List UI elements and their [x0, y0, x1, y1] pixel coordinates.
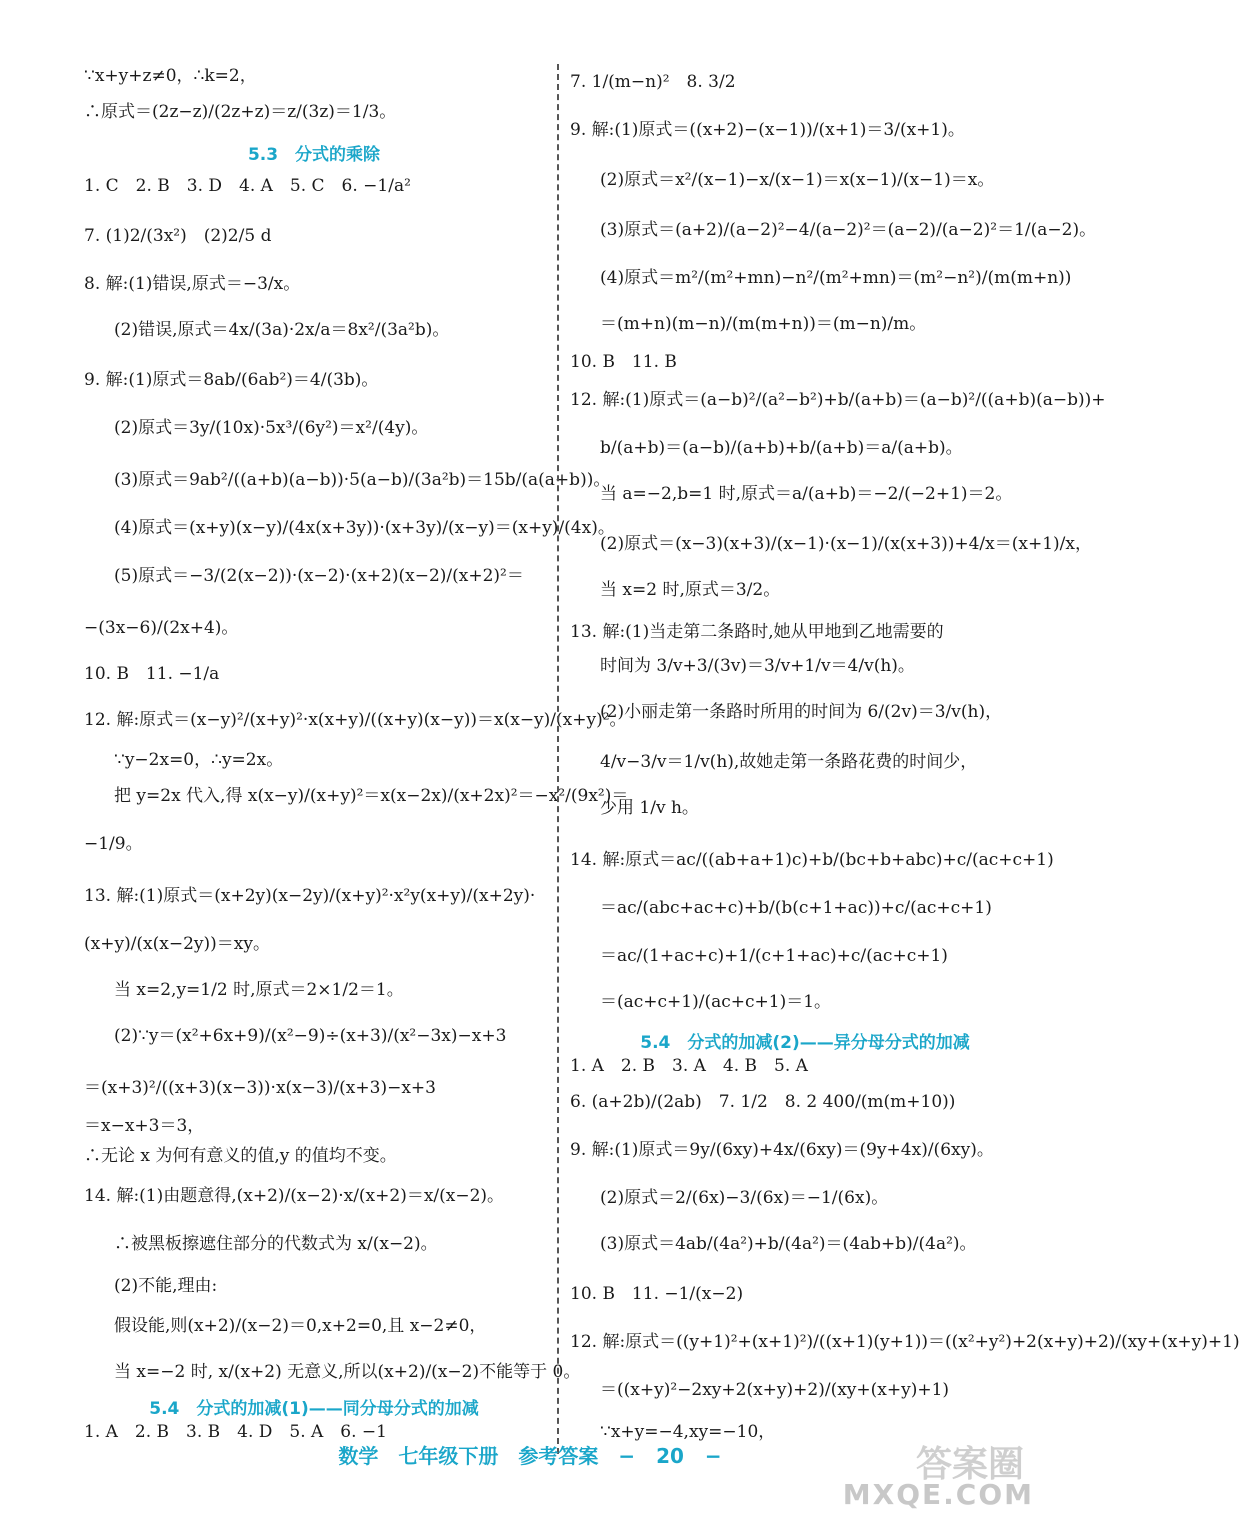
answer-line: (2)原式＝(x−3)(x+3)/(x−1)·(x−1)/(x(x+3))+4/x＝(x+1)/x， — [600, 534, 1092, 554]
answer-line: 10. B 11. −1/a — [84, 664, 220, 684]
answer-line: (2)原式＝x²/(x−1)−x/(x−1)＝x(x−1)/(x−1)＝x。 — [600, 170, 995, 190]
answer-line: (x+y)/(x(x−2y))＝xy。 — [84, 934, 270, 954]
answer-line: (4)原式＝(x+y)(x−y)/(4x(x+3y))·(x+3y)/(x−y)＝(x+y)/(4x)。 — [114, 518, 615, 538]
answer-line: ＝x−x+3＝3， — [84, 1116, 205, 1136]
answer-line: 9. 解:(1)原式＝9y/(6xy)+4x/(6xy)＝(9y+4x)/(6xy)。 — [570, 1140, 994, 1160]
answer-line: ∵x+y=−4,xy=−10， — [600, 1422, 776, 1442]
answer-line: (2)原式＝2/(6x)−3/(6x)＝−1/(6x)。 — [600, 1188, 889, 1208]
answer-line: ＝(m+n)(m−n)/(m(m+n))＝(m−n)/m。 — [600, 314, 927, 334]
answer-line: −(3x−6)/(2x+4)。 — [84, 618, 239, 638]
answer-line: 1. A 2. B 3. B 4. D 5. A 6. −1 — [84, 1422, 387, 1442]
answer-line: 14. 解:(1)由题意得,(x+2)/(x−2)·x/(x+2)＝x/(x−2)。 — [84, 1186, 505, 1206]
answer-line: 10. B 11. −1/(x−2) — [570, 1284, 744, 1304]
answer-line: ＝(x+3)²/((x+3)(x−3))·x(x−3)/(x+3)−x+3 — [84, 1078, 436, 1098]
answer-line: 13. 解:(1)当走第二条路时,她从甲地到乙地需要的 — [570, 622, 944, 642]
answer-line: 13. 解:(1)原式＝(x+2y)(x−2y)/(x+y)²·x²y(x+y)/(x+2y)· — [84, 886, 536, 906]
answer-line: 8. 解:(1)错误,原式＝−3/x。 — [84, 274, 301, 294]
answer-line: 时间为 3/v+3/(3v)＝3/v+1/v＝4/v(h)。 — [600, 656, 915, 676]
answer-line: ∴被黑板擦遮住部分的代数式为 x/(x−2)。 — [114, 1234, 438, 1254]
answer-line: ＝((x+y)²−2xy+2(x+y)+2)/(xy+(x+y)+1) — [600, 1380, 950, 1400]
column-divider — [557, 64, 559, 1454]
answer-line: ∴原式＝(2z−z)/(2z+z)＝z/(3z)＝1/3。 — [84, 102, 397, 122]
answer-line: 当 x=2 时,原式＝3/2。 — [600, 580, 781, 600]
answer-line: 当 a=−2,b=1 时,原式＝a/(a+b)＝−2/(−2+1)＝2。 — [600, 484, 1013, 504]
answer-line: 14. 解:原式＝ac/((ab+a+1)c)+b/(bc+b+abc)+c/(ac+c+1) — [570, 850, 1054, 870]
answer-line: 假设能,则(x+2)/(x−2)＝0,x+2=0,且 x−2≠0， — [114, 1316, 487, 1336]
answer-line: 12. 解:(1)原式＝(a−b)²/(a²−b²)+b/(a+b)＝(a−b)²/((a+b)(a−b))+ — [570, 390, 1106, 410]
answer-line: (2)小丽走第一条路时所用的时间为 6/(2v)＝3/v(h)， — [600, 702, 1003, 722]
answer-line: 7. 1/(m−n)² 8. 3/2 — [570, 72, 736, 92]
answer-line: 6. (a+2b)/(2ab) 7. 1/2 8. 2 400/(m(m+10)) — [570, 1092, 956, 1112]
answer-line: (2)不能,理由: — [114, 1276, 218, 1296]
answer-line: ∵x+y+z≠0，∴k=2， — [84, 66, 257, 86]
page-footer: 数学 七年级下册 参考答案 − 20 − — [338, 1444, 722, 1468]
answer-line: (2)错误,原式＝4x/(3a)·2x/a＝8x²/(3a²b)。 — [114, 320, 450, 340]
watermark-logo: 答案圈 — [915, 1444, 1024, 1485]
answer-line: (2)原式＝3y/(10x)·5x³/(6y²)＝x²/(4y)。 — [114, 418, 429, 438]
answer-line: 当 x=2,y=1/2 时,原式＝2×1/2＝1。 — [114, 980, 404, 1000]
answer-line: (3)原式＝4ab/(4a²)+b/(4a²)＝(4ab+b)/(4a²)。 — [600, 1234, 977, 1254]
answer-line: 少用 1/v h。 — [600, 798, 699, 818]
answer-line: (5)原式＝−3/(2(x−2))·(x−2)·(x+2)(x−2)/(x+2)²＝ — [114, 566, 524, 586]
answer-line: (3)原式＝9ab²/((a+b)(a−b))·5(a−b)/(3a²b)＝15b/(a(a+b))。 — [114, 470, 611, 490]
answer-line: 10. B 11. B — [570, 352, 677, 372]
answer-line: 7. (1)2/(3x²) (2)2/5 d — [84, 226, 272, 246]
answer-line: ＝ac/(abc+ac+c)+b/(b(c+1+ac))+c/(ac+c+1) — [600, 898, 992, 918]
section-heading: 5.4 分式的加减(1)——同分母分式的加减 — [149, 1399, 479, 1419]
answer-line: ＝(ac+c+1)/(ac+c+1)＝1。 — [600, 992, 832, 1012]
answer-line: 12. 解:原式＝((y+1)²+(x+1)²)/((x+1)(y+1))＝((x²+y²)+2(x+y)+2)/(xy+(x+y)+1) — [570, 1332, 1240, 1352]
answer-line: 当 x=−2 时, x/(x+2) 无意义,所以(x+2)/(x−2)不能等于 0。 — [114, 1362, 581, 1382]
section-heading: 5.3 分式的乘除 — [247, 145, 381, 165]
answer-line: −1/9。 — [84, 834, 143, 854]
answer-line: ＝ac/(1+ac+c)+1/(c+1+ac)+c/(ac+c+1) — [600, 946, 948, 966]
watermark-url: MXQE.COM — [842, 1478, 1034, 1511]
answer-line: b/(a+b)＝(a−b)/(a+b)+b/(a+b)＝a/(a+b)。 — [600, 438, 963, 458]
answer-line: 12. 解:原式＝(x−y)²/(x+y)²·x(x+y)/((x+y)(x−y))＝x(x−y)/(x+y)²。 — [84, 710, 627, 730]
answer-line: ∴无论 x 为何有意义的值,y 的值均不变。 — [84, 1146, 397, 1166]
answer-line: (3)原式＝(a+2)/(a−2)²−4/(a−2)²＝(a−2)/(a−2)²＝1/(a−2)。 — [600, 220, 1097, 240]
answer-line: 9. 解:(1)原式＝8ab/(6ab²)＝4/(3b)。 — [84, 370, 379, 390]
answer-line: (2)∵y＝(x²+6x+9)/(x²−9)÷(x+3)/(x²−3x)−x+3 — [114, 1026, 507, 1046]
answer-line: 9. 解:(1)原式＝((x+2)−(x−1))/(x+1)＝3/(x+1)。 — [570, 120, 965, 140]
answer-line: 把 y=2x 代入,得 x(x−y)/(x+y)²＝x(x−2x)/(x+2x)²＝−x²/(9x²)＝ — [114, 786, 629, 806]
answer-line: ∵y−2x=0，∴y=2x。 — [114, 750, 284, 770]
answer-line: 1. A 2. B 3. A 4. B 5. A — [570, 1056, 808, 1076]
answer-line: 1. C 2. B 3. D 4. A 5. C 6. −1/a² — [84, 176, 411, 196]
answer-line: (4)原式＝m²/(m²+mn)−n²/(m²+mn)＝(m²−n²)/(m(m+n)) — [600, 268, 1072, 288]
answer-line: 4/v−3/v＝1/v(h),故她走第一条路花费的时间少， — [600, 752, 978, 772]
section-heading: 5.4 分式的加减(2)——异分母分式的加减 — [640, 1033, 970, 1053]
